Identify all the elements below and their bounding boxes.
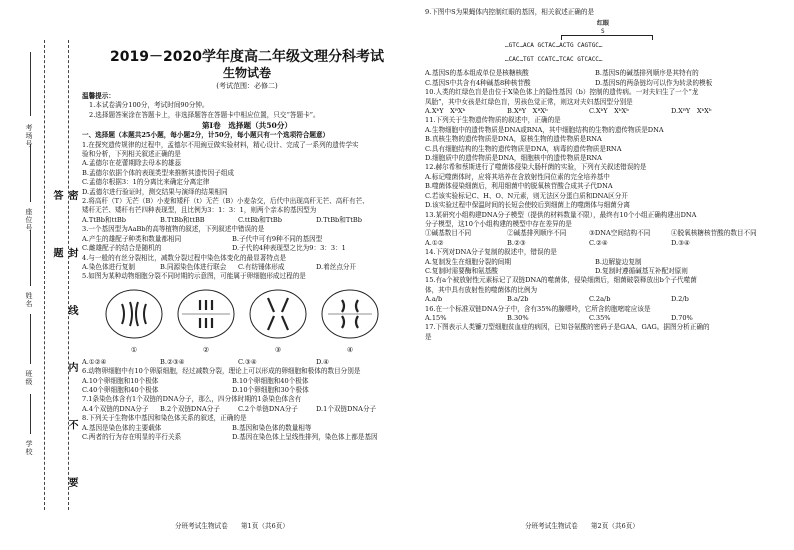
question-text: 17.下图表示人类镰刀型细胞贫血症的病因，已知谷氨酸的密码子是GAA、GAG。据图分析正确的 <box>425 323 710 332</box>
question-text: 5.如图为某种动物细胞分裂不同时期的示意图，可能属于卵细胞形成过程的是 <box>82 272 306 281</box>
option: C.XᵇY XᵇXᵇ <box>589 107 629 116</box>
question-text: 3.一个基因型为AaBb的高等植物的叙述，下列叙述中错误的是 <box>82 225 265 234</box>
cell-diagram <box>102 286 166 356</box>
cell-diagram <box>174 286 238 356</box>
question-text: 8.下列关于生物体中基因和染色体关系的叙述，正确的是 <box>82 414 247 423</box>
notice-heading: 温馨提示： <box>82 92 115 100</box>
option: B.基因S的碱基排列顺序是其特有的 <box>595 69 699 78</box>
exam-title: 2019－2020学年度高二年级文理分科考试 <box>110 49 384 65</box>
option: B.②③ <box>507 238 526 247</box>
question-text: C.孟德尔根据3：1的分离比来确定分离定律 <box>82 178 210 187</box>
option: D.④ <box>316 357 330 366</box>
option: A.TtBb和ttBb <box>82 215 126 224</box>
option: D.基因在染色体上呈线性排列，染色体上都是基因 <box>232 432 378 441</box>
options-row <box>82 216 412 225</box>
option: A.①②④ <box>82 357 107 366</box>
cell-label: ③ <box>274 346 282 355</box>
option: D.XᴮY XᵇXᵇ <box>671 107 712 116</box>
option: B.边解旋边复制 <box>595 257 642 266</box>
option: C.2个单链DNA分子 <box>238 404 298 413</box>
left-column <box>82 48 412 442</box>
option: A.基因S的基本组成单位是核糖核酸 <box>425 69 529 78</box>
label-school: 学校 <box>25 440 33 456</box>
option: C.③④ <box>238 357 257 366</box>
question-text: 11.下列关于生物遗传物质的叙述中，正确的是 <box>425 116 561 125</box>
question-text: 体，其中具有放射性的噬菌体的比例为 <box>425 285 538 294</box>
options-row <box>425 267 775 276</box>
options-row <box>82 263 412 272</box>
question-text: 7.1条染色体含有1个双链的DNA分子，那么，四分体时期的1条染色体含有 <box>82 395 302 404</box>
option: D.子代的4种表现型之比为9：3：3：1 <box>232 244 346 253</box>
question-text: A.标记噬菌体时，应将其培养在含放射性同位素的完全培养基中 <box>425 172 610 181</box>
cell-svg <box>318 286 382 346</box>
notice-item: 2.选择题答案涂在答题卡上，非选择题答在答题卡中相应位置，只交“答题卡”。 <box>89 110 320 119</box>
option: A.基因是染色体的主要载体 <box>82 423 162 432</box>
option: ②碱基排列顺序不同 <box>507 229 567 238</box>
option: B.基因和染色体的数量相等 <box>232 423 312 432</box>
fill-exam-room[interactable] <box>30 52 31 116</box>
gene-bottom-strand: …CAC…TGT CCATC…TCAC GTCACC… <box>505 56 603 64</box>
question-text: 16.在一个标准双链DNA分子中，含有35%的腺嘌呤，它所含的胞嘧啶应该是 <box>425 304 651 313</box>
option: B.2个双链DNA分子 <box>160 404 220 413</box>
option: A.15% <box>425 313 447 322</box>
cell-svg <box>246 286 310 346</box>
option: D.基因S的两条链均可以作为转录的模板 <box>595 78 713 87</box>
question-text: A.孟德尔在花蕾期除去母本的雄蕊 <box>82 159 182 168</box>
option: A.a/b <box>425 295 443 304</box>
option: C.雌雄配子的结合是随机的 <box>82 244 162 253</box>
option: B.30% <box>507 313 529 322</box>
gene-bracket <box>561 35 653 40</box>
binding-margin <box>20 40 80 510</box>
label-exam-room: 考场号 <box>25 124 33 148</box>
question-text: B.孟德尔依据个体的表现类型来推断其遗传因子组成 <box>82 168 235 177</box>
cell-svg <box>174 286 238 346</box>
option: C.两者的行为存在明显的平行关系 <box>82 432 182 441</box>
option: C.ttBb和TtBb <box>238 215 282 224</box>
cell-diagram <box>318 286 382 356</box>
question-text: C.若该实验标记C、H、O、N元素，则无法区分蛋白质和DNA区分开 <box>425 191 628 200</box>
options-row <box>425 314 775 323</box>
seal-line <box>44 40 45 510</box>
options-row <box>82 424 412 433</box>
options-row <box>82 386 412 395</box>
option: D.复制时遵循碱基互补配对原则 <box>595 266 688 275</box>
option: A.10个卵细胞和10个极体 <box>82 376 159 385</box>
option: C.基因S中共含有4种碱基8种核苷酸 <box>425 78 531 87</box>
option: D.70% <box>671 313 693 322</box>
option: B.10个卵细胞和40个极体 <box>232 376 309 385</box>
option: C.35% <box>589 313 611 322</box>
options-row <box>82 235 412 244</box>
option: C.40个卵细胞和40个极体 <box>82 385 159 394</box>
option: A.产生的雄配子种类和数量都相同 <box>82 234 182 243</box>
question-text: 6.动物卵细胞中有10个卵原细胞，经过减数分裂，理论上可以形成的卵细胞和极体的数目分别是 <box>82 367 361 376</box>
cell-label: ④ <box>346 346 354 355</box>
page-footer-left: 分班考试生物试卷 第1页（共6页） <box>175 522 289 530</box>
option: B.②③④ <box>160 357 185 366</box>
question-text: A.生物细胞中的遗传物质是DNA或RNA，其中细胞结构的生物的遗传物质是DNA <box>425 125 664 134</box>
option: ③DNA空间结构不同 <box>589 229 651 238</box>
left-questions <box>82 159 412 442</box>
option: D.1个双链DNA分子 <box>316 404 377 413</box>
options-row <box>425 239 775 248</box>
fill-school[interactable] <box>30 394 31 434</box>
fill-seat[interactable] <box>30 144 31 202</box>
option: B.子代中可有9种不同的基因型 <box>232 234 323 243</box>
question-text: 14.下列对DNA分子复制的叙述中，错误的是 <box>425 248 557 257</box>
option: B.XᴮY XᴮXᵇ <box>507 107 548 116</box>
options-row <box>82 244 412 253</box>
option: D.TtBb和TtBb <box>316 215 362 224</box>
options-row <box>82 358 412 367</box>
option: A.4个双链的DNA分子 <box>82 404 149 413</box>
options-row <box>425 69 775 78</box>
question-text: 12.赫尔希和蔡斯进行了噬菌体侵染大肠杆菌的实验，下列有关叙述错误的是 <box>425 163 647 172</box>
page-footer-right: 分班考试生物试卷 第2页（共6页） <box>525 522 639 530</box>
seal-warning: 密 封 线 内 不 要 答 题 <box>51 190 77 510</box>
question-text: D.细胞质中的遗传物质是DNA，细胞核中的遗传物质是RNA <box>425 154 602 163</box>
option: D.2/b <box>671 295 689 304</box>
section-heading: 第Ⅰ卷 选择题（共50分） <box>201 121 293 131</box>
option: ④脱氧核糖核苷酸的数目不同 <box>671 229 757 238</box>
option: B.同源染色体进行联会 <box>160 262 227 271</box>
right-questions <box>425 8 775 342</box>
option: A.染色体进行复制 <box>82 262 136 271</box>
gene-title: 红眼 <box>597 20 610 28</box>
options-row <box>82 405 412 414</box>
question-text: C.具有细胞结构的生物的遗传物质是DNA，病毒的遗传物质是RNA <box>425 144 622 153</box>
cell-division-figure <box>102 286 412 356</box>
fill-name[interactable] <box>30 230 31 286</box>
question-text: 10.人类的红绿色盲是由位于X染色体上的隐性基因（b）控制的遗传病。一对夫妇生了一个“龙 <box>425 88 699 97</box>
right-column <box>425 8 775 342</box>
section-intro: 一、选择题（本题共25小题，每小题2分，计50分，每小题只有一个选项符合题意） <box>82 131 330 140</box>
option: D.③④ <box>671 238 690 247</box>
exam-subtitle: 生物试卷 <box>222 66 271 80</box>
question-text: 13.某研究小组构建DNA分子模型（提供的材料数量不限），最终有10个小组正确构建出DNA <box>425 210 697 219</box>
options-row <box>425 258 775 267</box>
option: A.XᵇY XᴮXᵇ <box>425 107 466 116</box>
question-text: 矮秆无芒、矮秆有芒四种表现型，且比例为3：1：3：1，则两个亲本的基因型为 <box>82 206 317 215</box>
question-text: B.噬菌体侵染细菌后，利用细菌中的脱氧核苷酸合成其子代DNA <box>425 182 613 191</box>
option: C.有纺锤体形成 <box>238 262 285 271</box>
question-text: B.真核生物的遗传物质是DNA，原核生物的遗传物质是RNA <box>425 135 602 144</box>
option: A.①② <box>425 238 444 247</box>
question-text: 2.将高秆（T）无芒（B）小麦和矮秆（t）无芒（B）小麦杂交，后代中出现高秆无芒、高秆有芒、 <box>82 197 369 206</box>
option: C.2a/b <box>589 295 611 304</box>
option: B.TtBb和ttBB <box>160 215 205 224</box>
option: D.10个卵细胞和30个极体 <box>232 385 309 394</box>
options-row <box>82 377 412 386</box>
label-name: 姓名 <box>25 292 33 308</box>
option: D.着丝点分开 <box>316 262 357 271</box>
options-row <box>425 229 775 238</box>
option: C.②④ <box>589 238 608 247</box>
fill-class[interactable] <box>30 314 31 364</box>
option: B.a/2b <box>507 295 529 304</box>
question-text: D.孟德尔进行验证时，测交结果与演绎的结果相同 <box>82 187 228 196</box>
label-seat: 座位号 <box>25 208 33 232</box>
question-text: 是 <box>425 332 432 341</box>
question-text: 4.与一般的有丝分裂相比，减数分裂过程中染色体变化的最显著特点是 <box>82 253 287 262</box>
question-text: 15.有a个被放射性元素标记了双链DNA的噬菌体，侵染细菌后，细菌破裂释放出b个子代噬菌 <box>425 276 697 285</box>
cell-svg <box>102 286 166 346</box>
cell-diagram <box>246 286 310 356</box>
option: C.复制时需要酶和氨基酸 <box>425 266 498 275</box>
question-text: D.该实验过程中保温时间的长短会使较后到细菌上的噬菌体与细菌分离 <box>425 201 630 210</box>
label-class: 班级 <box>25 370 33 386</box>
option: A.复制发生在细胞分裂的间期 <box>425 257 511 266</box>
option: ①碱基数目不同 <box>425 229 472 238</box>
options-row <box>425 295 775 304</box>
gene-diagram <box>505 19 705 67</box>
options-row <box>425 79 775 88</box>
gene-top-strand: …GTC…ACA GCTAC…ACTG CAGTGC… <box>505 42 603 50</box>
cell-label: ② <box>202 346 210 355</box>
cell-label: ① <box>130 346 138 355</box>
exam-scope: (考试范围：必修二) <box>216 82 278 90</box>
question-text: 分子模型，这10个小组构建的模型中存在差异的是 <box>425 219 572 228</box>
options-row <box>82 433 412 442</box>
question-text: 验和分析，下列相关叙述正确的是 <box>82 150 181 159</box>
gene-label: S <box>601 28 605 36</box>
notice-item: 1.本试卷满分100分，考试时间90分钟。 <box>89 101 209 110</box>
question-text: 1.在探究遗传规律的过程中，孟德尔不用豌豆做实验材料，精心设计、完成了一系列的遗传学实 <box>82 140 359 149</box>
question-text: 凤胎”，其中女孩是红绿色盲，男孩色觉正常，则这对夫妇基因型分别是 <box>425 97 633 106</box>
question-text: 9.下图中S为果蝇体内控制红眼的基因，相关叙述正确的是 <box>425 8 595 16</box>
